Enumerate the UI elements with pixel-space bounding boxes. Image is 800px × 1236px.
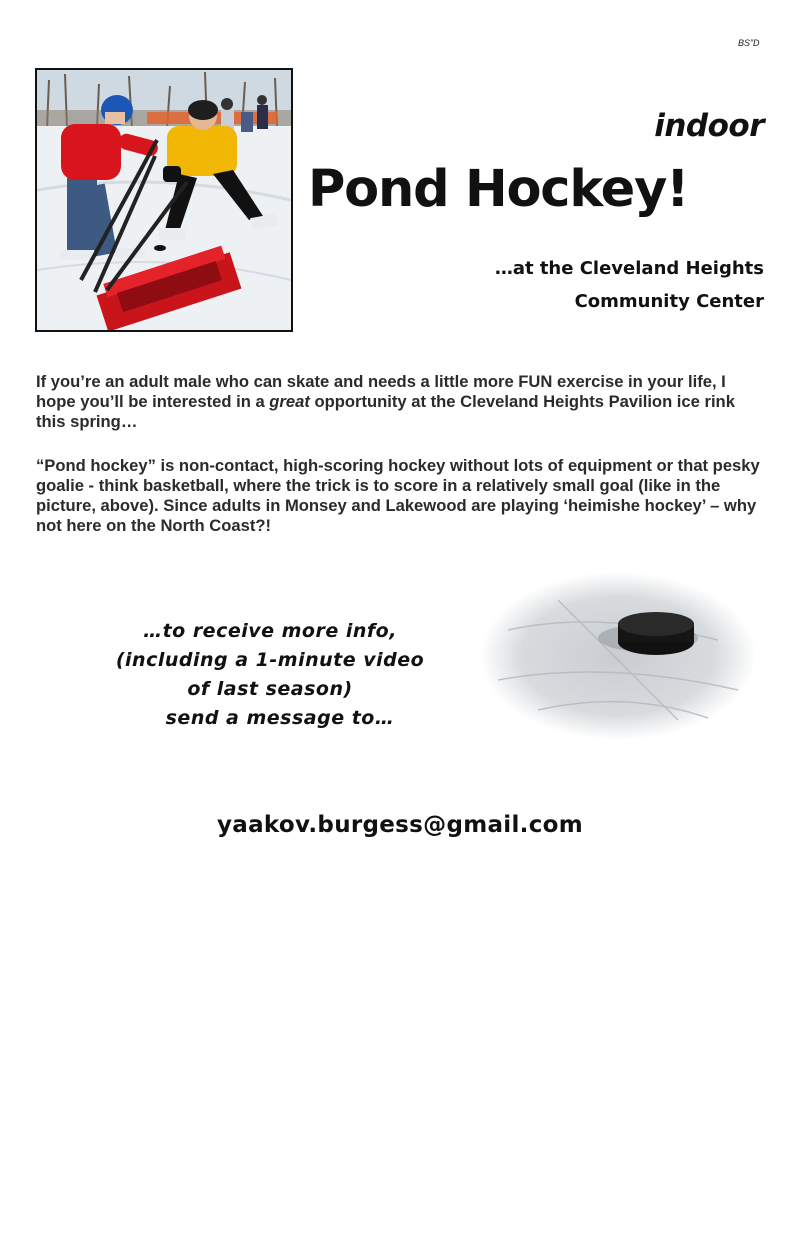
hockey-puck-icon xyxy=(478,570,758,742)
subtitle-line-2: Community Center xyxy=(574,291,764,312)
hockey-photo xyxy=(35,68,293,332)
intro-text-start: If you’re an adult male who can skate and needs a little more FUN exercise in your life, I hope you’ll be interested in a xyxy=(36,372,726,411)
cta-line-4: send a message to… xyxy=(165,707,395,729)
hockey-players-illustration xyxy=(37,70,291,330)
intro-emphasis: great xyxy=(269,392,310,411)
indoor-label: indoor xyxy=(654,108,764,144)
contact-email[interactable]: yaakov.burgess@gmail.com xyxy=(216,812,584,838)
call-to-action xyxy=(100,617,440,733)
cta-line-3: of last season) xyxy=(187,678,353,700)
subtitle-line-1: …at the Cleveland Heights xyxy=(494,258,764,279)
description-paragraph: “Pond hockey” is non-contact, high-scoring hockey without lots of equipment or that pesky goalie - think basketball, where the trick is to score in a relatively small goal (like in the picture, above). Since adults in Monsey and Lakewood are playing ‘heimishe hockey’ – why not here on the North Coast?! xyxy=(36,456,760,535)
bsd-marking: BS”D xyxy=(738,38,760,48)
page-title: Pond Hockey! xyxy=(308,160,689,219)
cta-line-2: (including a 1-minute video xyxy=(115,649,425,671)
intro-paragraph xyxy=(36,372,766,432)
puck-image xyxy=(478,570,758,742)
cta-line-1: …to receive more info, xyxy=(143,620,397,642)
intro-text-end: opportunity at the Cleveland Heights Pavilion ice rink this spring… xyxy=(36,392,735,431)
